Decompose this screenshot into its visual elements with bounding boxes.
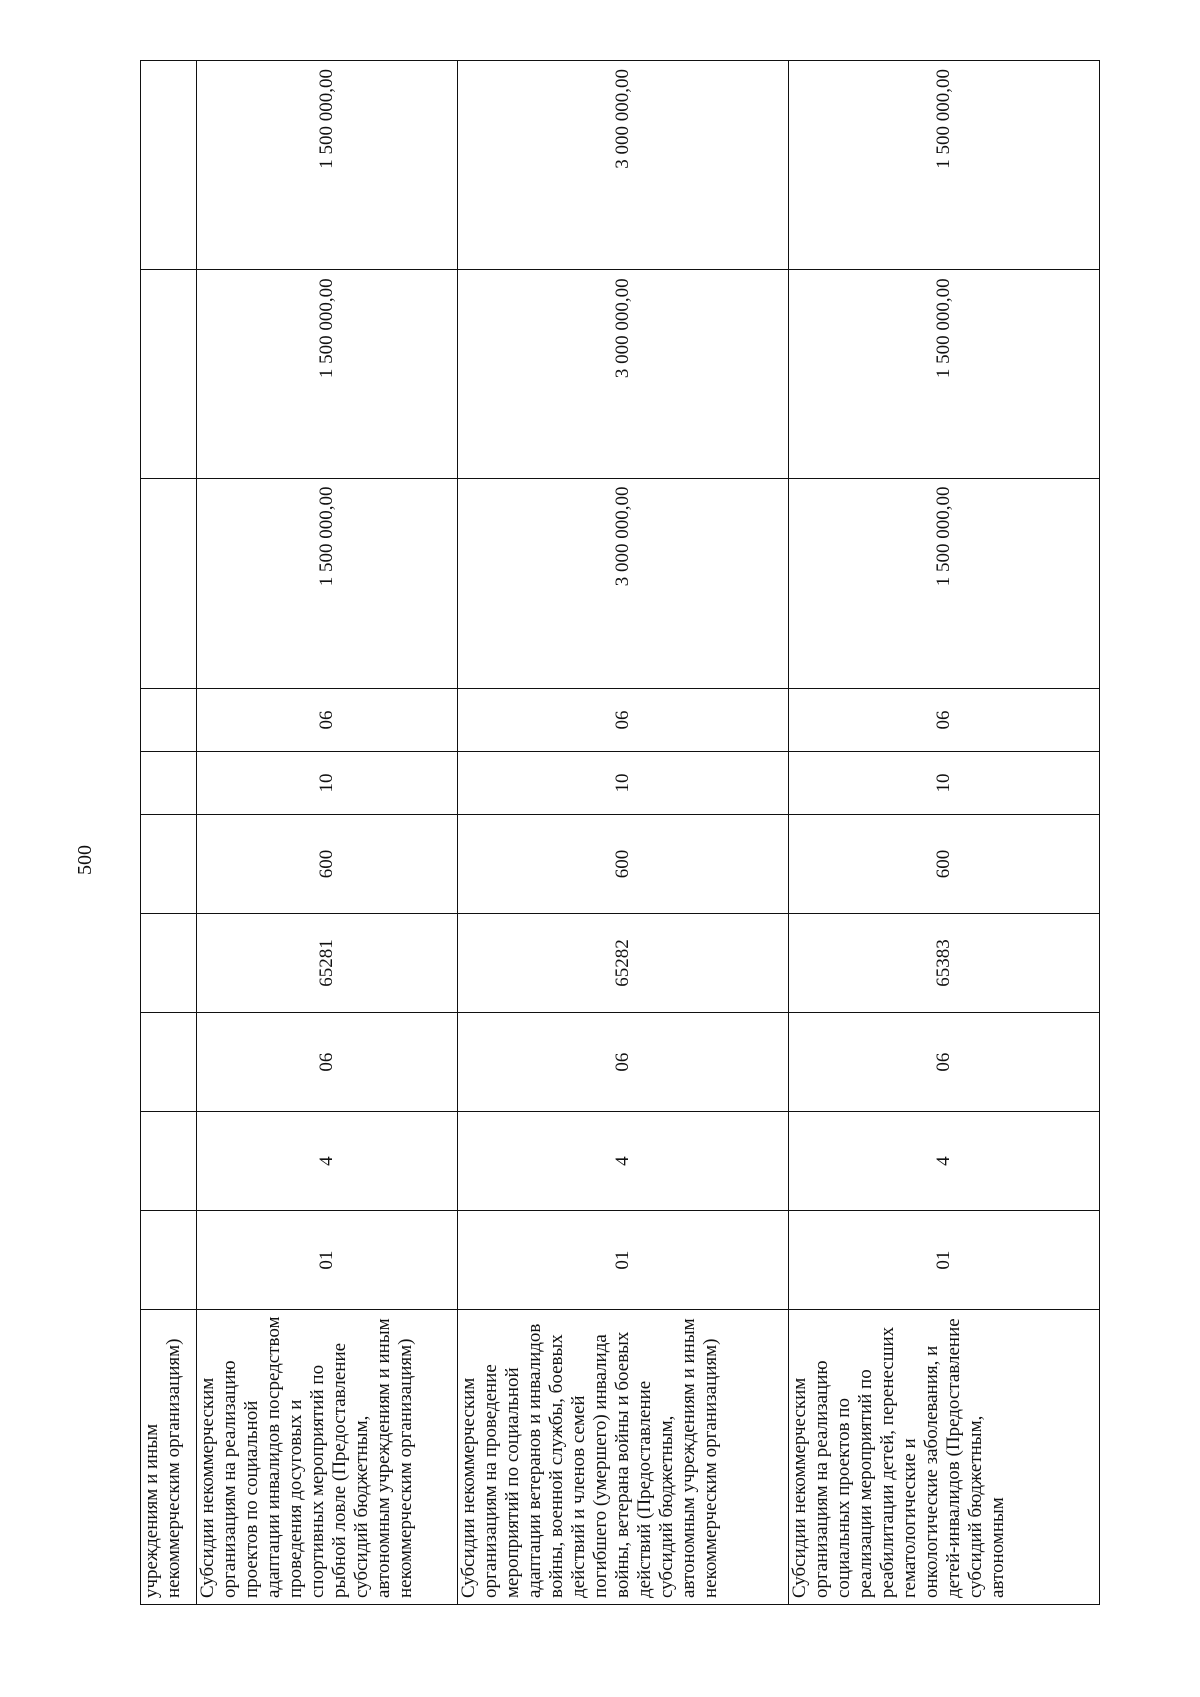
code-cell: 06 bbox=[789, 1013, 1100, 1112]
code-cell: 06 bbox=[458, 688, 789, 751]
code-cell bbox=[141, 914, 197, 1013]
amount-cell bbox=[141, 478, 197, 688]
amount-cell: 3 000 000,00 bbox=[458, 478, 789, 688]
row-description: Субсидии некоммерческим организациям на проведение мероприятий по социальной адаптации ветеранов и инвалидов войны, военной службы, боевых действий и членов семей погибшего (умершего) инвалида войны, ветерана войны и боевых действий (Предоставление субсидий бюджетным, автономным учреждениям и иным некоммерческим организациям) bbox=[458, 1310, 789, 1605]
table-row bbox=[458, 61, 789, 1605]
code-cell: 4 bbox=[789, 1112, 1100, 1211]
code-cell: 01 bbox=[789, 1211, 1100, 1310]
code-cell: 06 bbox=[197, 1013, 458, 1112]
row-description: учреждениям и иным некоммерческим организациям) bbox=[141, 1310, 197, 1605]
amount-cell: 1 500 000,00 bbox=[197, 478, 458, 688]
table-row bbox=[197, 61, 458, 1605]
code-cell: 600 bbox=[458, 815, 789, 914]
row-description: Субсидии некоммерческим организациям на реализацию социальных проектов по реализации мероприятий по реабилитации детей, перенесших гематологические и онкологические заболевания, и детей-инвалидов (Предоставление субсидий бюджетным, автономным bbox=[789, 1310, 1100, 1605]
code-cell: 600 bbox=[197, 815, 458, 914]
amount-cell bbox=[141, 61, 197, 270]
code-cell: 10 bbox=[197, 751, 458, 814]
amount-cell: 1 500 000,00 bbox=[197, 61, 458, 270]
code-cell: 06 bbox=[789, 688, 1100, 751]
table-row bbox=[141, 61, 197, 1605]
code-cell bbox=[141, 1013, 197, 1112]
page-number: 500 bbox=[74, 845, 96, 875]
code-cell: 4 bbox=[458, 1112, 789, 1211]
amount-cell: 1 500 000,00 bbox=[789, 61, 1100, 270]
code-cell bbox=[141, 1211, 197, 1310]
code-cell: 600 bbox=[789, 815, 1100, 914]
row-description: Субсидии некоммерческим организациям на реализацию проектов по социальной адаптации инвалидов посредством проведения досуговых и спортивных мероприятий по рыбной ловле (Предоставление субсидий бюджетным, автономным учреждениям и иным некоммерческим организациям) bbox=[197, 1310, 458, 1605]
code-cell bbox=[141, 751, 197, 814]
amount-cell: 1 500 000,00 bbox=[789, 270, 1100, 478]
code-cell: 01 bbox=[458, 1211, 789, 1310]
budget-table bbox=[140, 60, 1095, 1605]
code-cell bbox=[141, 1112, 197, 1211]
code-cell: 65383 bbox=[789, 914, 1100, 1013]
code-cell: 65281 bbox=[197, 914, 458, 1013]
code-cell bbox=[141, 688, 197, 751]
code-cell bbox=[141, 815, 197, 914]
table-row bbox=[789, 61, 1100, 1605]
code-cell: 06 bbox=[458, 1013, 789, 1112]
amount-cell bbox=[141, 270, 197, 478]
code-cell: 06 bbox=[197, 688, 458, 751]
amount-cell: 1 500 000,00 bbox=[789, 478, 1100, 688]
amount-cell: 3 000 000,00 bbox=[458, 61, 789, 270]
amount-cell: 1 500 000,00 bbox=[197, 270, 458, 478]
code-cell: 65282 bbox=[458, 914, 789, 1013]
amount-cell: 3 000 000,00 bbox=[458, 270, 789, 478]
code-cell: 4 bbox=[197, 1112, 458, 1211]
code-cell: 10 bbox=[789, 751, 1100, 814]
code-cell: 01 bbox=[197, 1211, 458, 1310]
code-cell: 10 bbox=[458, 751, 789, 814]
